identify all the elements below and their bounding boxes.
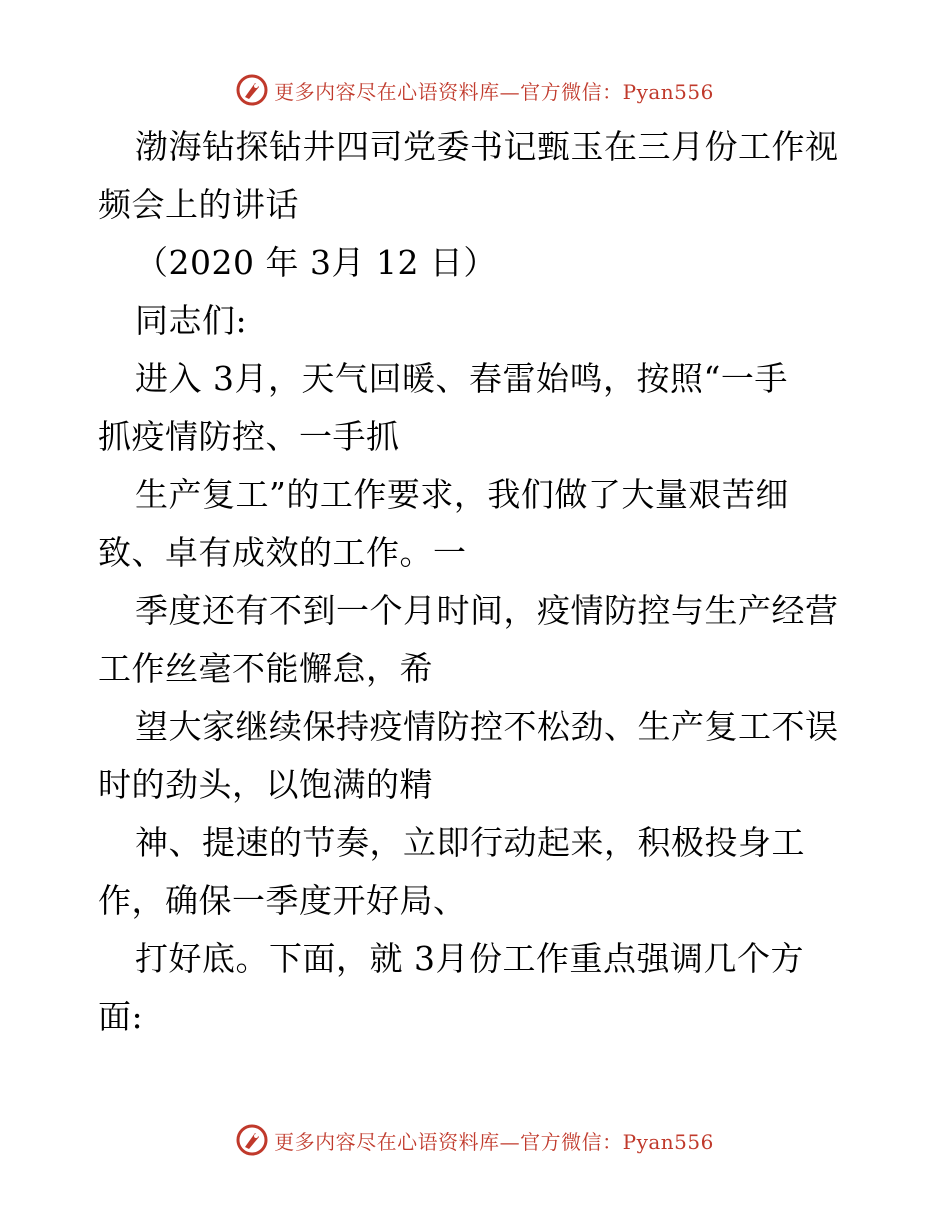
document-body [98,118,858,1046]
document-date: （2020 年 3月 12 日） [135,243,497,282]
pen-nib-logo-icon [236,1124,268,1156]
body-line: 面: [98,997,144,1036]
body-line: 神、提速的节奏，立即行动起来，积极投身工 [135,823,805,862]
body-line: 致、卓有成效的工作。一 [98,533,467,572]
pen-nib-logo-icon [236,74,268,106]
body-line: 工作丝毫不能懈怠，希 [98,649,433,688]
document-title-line-1: 渤海钻探钻井四司党委书记甄玉在三月份工作视 [135,127,839,166]
body-line: 季度还有不到一个月时间，疫情防控与生产经营 [135,591,839,630]
footer-banner [0,1120,950,1160]
body-line: 时的劲头，以饱满的精 [98,765,433,804]
salutation: 同志们: [135,301,248,340]
document-title-line-2: 频会上的讲话 [98,185,299,224]
body-line: 抓疫情防控、一手抓 [98,417,400,456]
header-banner [0,70,950,110]
body-line: 望大家继续保持疫情防控不松劲、生产复工不误 [135,707,839,746]
body-line: 生产复工”的工作要求，我们做了大量艰苦细 [135,475,789,514]
banner-text: 更多内容尽在心语资料库—官方微信：Pyan556 [274,1129,714,1154]
body-line: 进入 3月，天气回暖、春雷始鸣，按照“一手 [135,359,788,398]
body-line: 打好底。下面，就 3月份工作重点强调几个方 [135,939,804,978]
banner-text: 更多内容尽在心语资料库—官方微信：Pyan556 [274,79,714,104]
body-line: 作，确保一季度开好局、 [98,881,467,920]
